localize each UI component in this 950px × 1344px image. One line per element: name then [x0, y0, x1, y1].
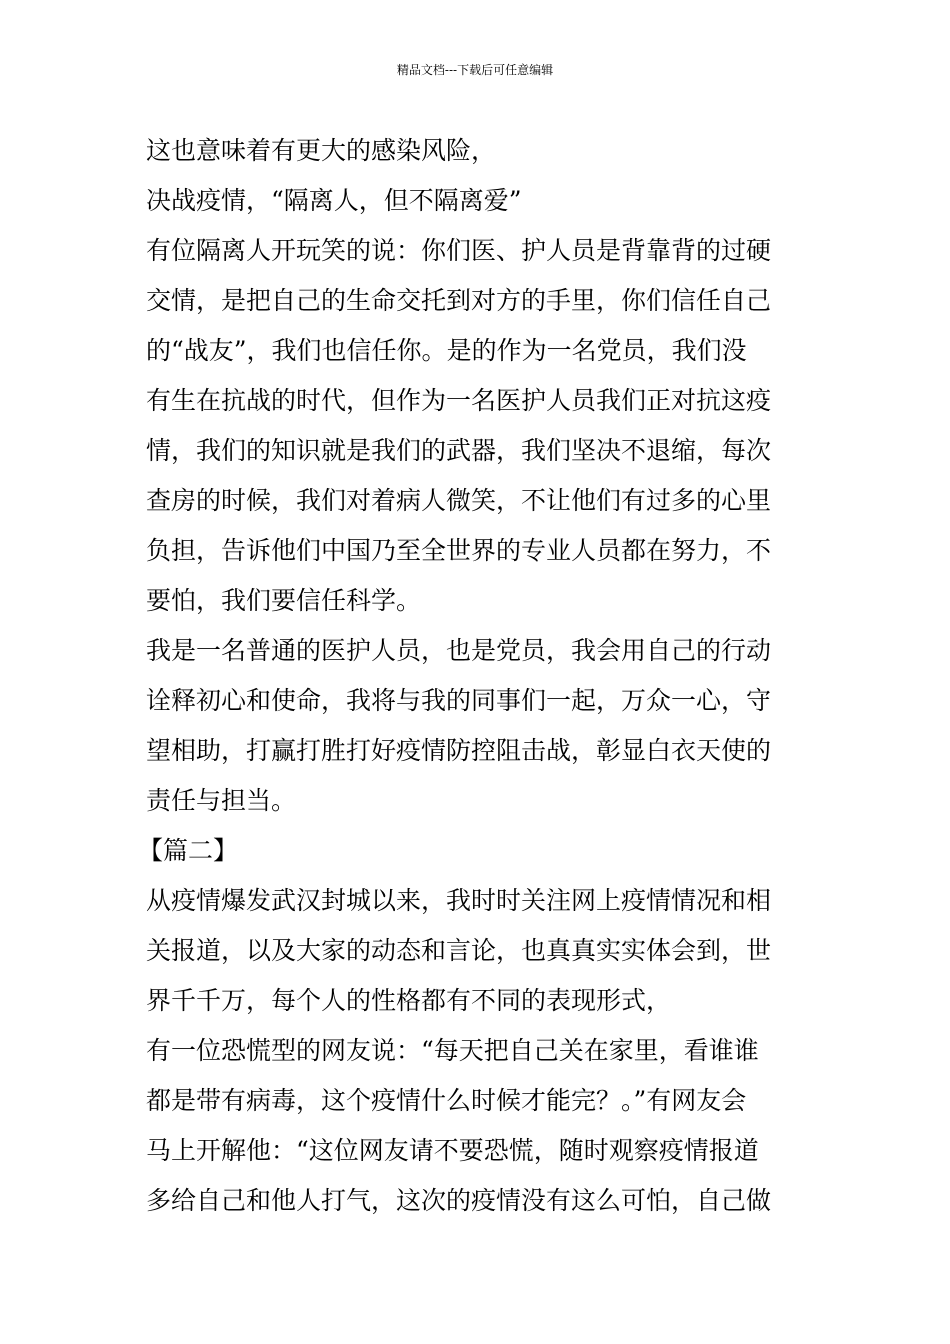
text-line: 诠释初心和使命，我将与我的同事们一起，万众一心，守 [146, 686, 772, 715]
section-heading: 【篇二】 [138, 836, 239, 865]
text-line: 望相助，打赢打胜打好疫情防控阻击战，彰显白衣天使的 [146, 736, 772, 765]
text-line: 我是一名普通的医护人员，也是党员，我会用自己的行动 [146, 636, 772, 665]
text-line: 界千千万，每个人的性格都有不同的表现形式， [146, 986, 672, 1015]
text-line: 要怕，我们要信任科学。 [146, 586, 422, 615]
text-line: 负担，告诉他们中国乃至全世界的专业人员都在努力，不 [146, 536, 772, 565]
text-line: 这也意味着有更大的感染风险， [146, 136, 497, 165]
text-line: 都是带有病毒，这个疫情什么时候才能完？。”有网友会 [146, 1086, 747, 1115]
text-line: 查房的时候，我们对着病人微笑，不让他们有过多的心里 [146, 486, 772, 515]
document-body [138, 126, 811, 1226]
text-line: 有生在抗战的时代，但作为一名医护人员我们正对抗这疫 [146, 386, 772, 415]
text-line: 决战疫情，“隔离人，但不隔离爱” [146, 186, 522, 215]
text-line: 马上开解他：“这位网友请不要恐慌，随时观察疫情报道 [146, 1136, 759, 1165]
text-line: 有一位恐慌型的网友说：“每天把自己关在家里，看谁谁 [146, 1036, 759, 1065]
text-line: 情，我们的知识就是我们的武器，我们坚决不退缩，每次 [146, 436, 772, 465]
text-line: 有位隔离人开玩笑的说：你们医、护人员是背靠背的过硬 [146, 236, 772, 265]
page-header: 精品文档---下载后可任意编辑 [396, 63, 554, 77]
text-line: 责任与担当。 [146, 786, 297, 815]
text-line: 多给自己和他人打气，这次的疫情没有这么可怕，自己做 [146, 1186, 772, 1215]
text-line: 关报道，以及大家的动态和言论，也真真实实体会到，世 [146, 936, 772, 965]
text-line: 交情，是把自己的生命交托到对方的手里，你们信任自己 [146, 286, 772, 315]
text-line: 从疫情爆发武汉封城以来，我时时关注网上疫情情况和相 [146, 886, 772, 915]
text-line: 的“战友”，我们也信任你。是的作为一名党员，我们没 [146, 336, 747, 365]
